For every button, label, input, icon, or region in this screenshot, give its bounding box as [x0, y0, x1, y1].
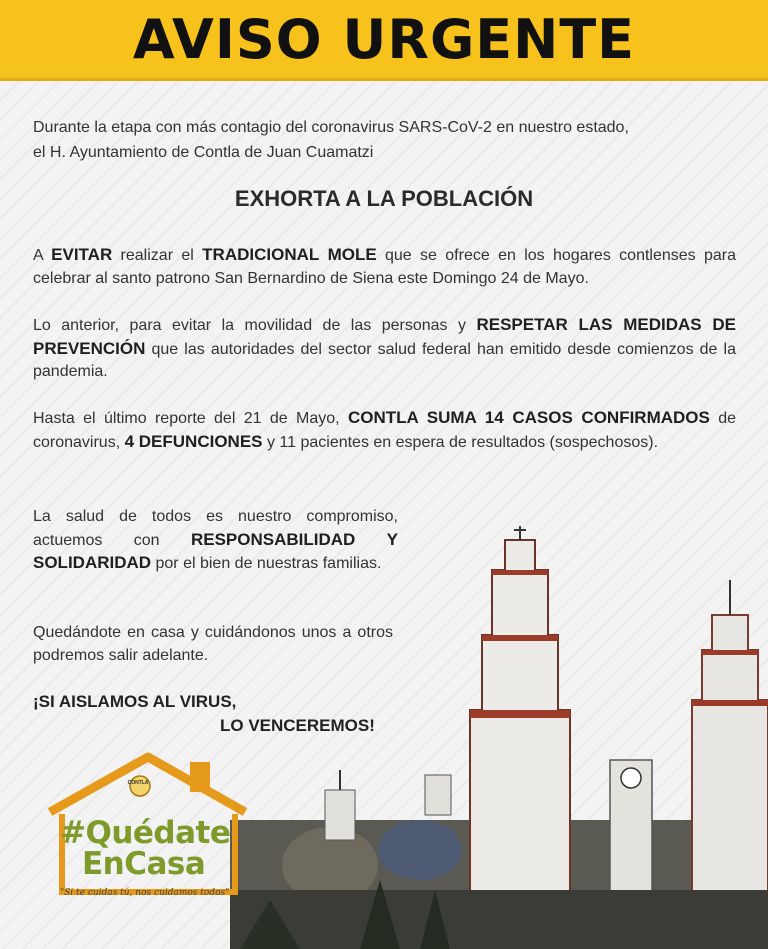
p3-text-2: de coronavirus,: [33, 410, 737, 451]
p4-text-1: La salud de todos es nuestro compromiso, actuemos con: [33, 508, 398, 549]
section-heading: EXHORTA A LA POBLACIÓN: [234, 186, 534, 211]
main-tower: [470, 540, 570, 949]
p4-text-2: por el bien de nuestras familias.: [151, 555, 382, 572]
paragraph-stay-home: Quedándote en casa y cuidándonos unos a otros podremos salir adelante.: [33, 624, 393, 664]
closing-line-2: LO VENCEREMOS!: [220, 716, 375, 735]
logo-badge: CONTLA: [127, 780, 149, 786]
p1-text-2: realizar el: [112, 247, 203, 264]
p1-text-3: que se ofrece en los hogares contlenses para celebrar al santo patrono San Bernardino de Siena este Domingo 24 de Mayo.: [33, 247, 737, 287]
p1-bold-2: TRADICIONAL MOLE: [202, 245, 377, 264]
p3-text-1: Hasta el último reporte del 21 de Mayo,: [33, 410, 348, 427]
intro-line-1: Durante la etapa con más contagio del coronavirus SARS-CoV-2 en nuestro estado,: [33, 119, 629, 136]
p3-bold-2: 4 DEFUNCIONES: [124, 431, 263, 451]
p4-bold-1: RESPONSABILIDAD Y SOLIDARIDAD: [33, 529, 398, 572]
church-illustration: [230, 520, 768, 949]
p1-text-1: A: [33, 247, 52, 264]
header-banner: [0, 0, 768, 78]
closing-line-1: ¡SI AISLAMOS AL VIRUS,: [33, 692, 237, 711]
p2-bold-1: RESPETAR LAS MEDIDAS DE PREVENCIÓN: [33, 315, 736, 358]
p1-bold-1: EVITAR: [51, 245, 113, 264]
paragraph-prevention: [33, 314, 736, 384]
logo-text-quedate: #Quédate: [60, 815, 231, 851]
paragraph-cases: [33, 407, 736, 454]
logo-text-encasa: EnCasa: [82, 846, 206, 882]
p3-bold-1: CONTLA SUMA 14 CASOS CONFIRMADOS: [347, 408, 710, 427]
banner-divider: [0, 78, 768, 81]
intro-text: [33, 115, 743, 165]
logo-tagline: "Si te cuidas tú, nos cuidamos todos": [60, 888, 230, 898]
banner-title: AVISO URGENTE: [132, 7, 636, 71]
p2-text-2: que las autoridades del sector salud federal han emitido desde comienzos de la pandemia.: [33, 340, 736, 380]
p3-text-3: y 11 pacientes en espera de resultados (sospechosos).: [262, 433, 659, 451]
p2-text-1: Lo anterior, para evitar la movilidad de las personas y: [33, 317, 477, 334]
intro-line-2: el H. Ayuntamiento de Contla de Juan Cuamatzi: [33, 144, 374, 161]
paragraph-mole: [33, 244, 736, 290]
